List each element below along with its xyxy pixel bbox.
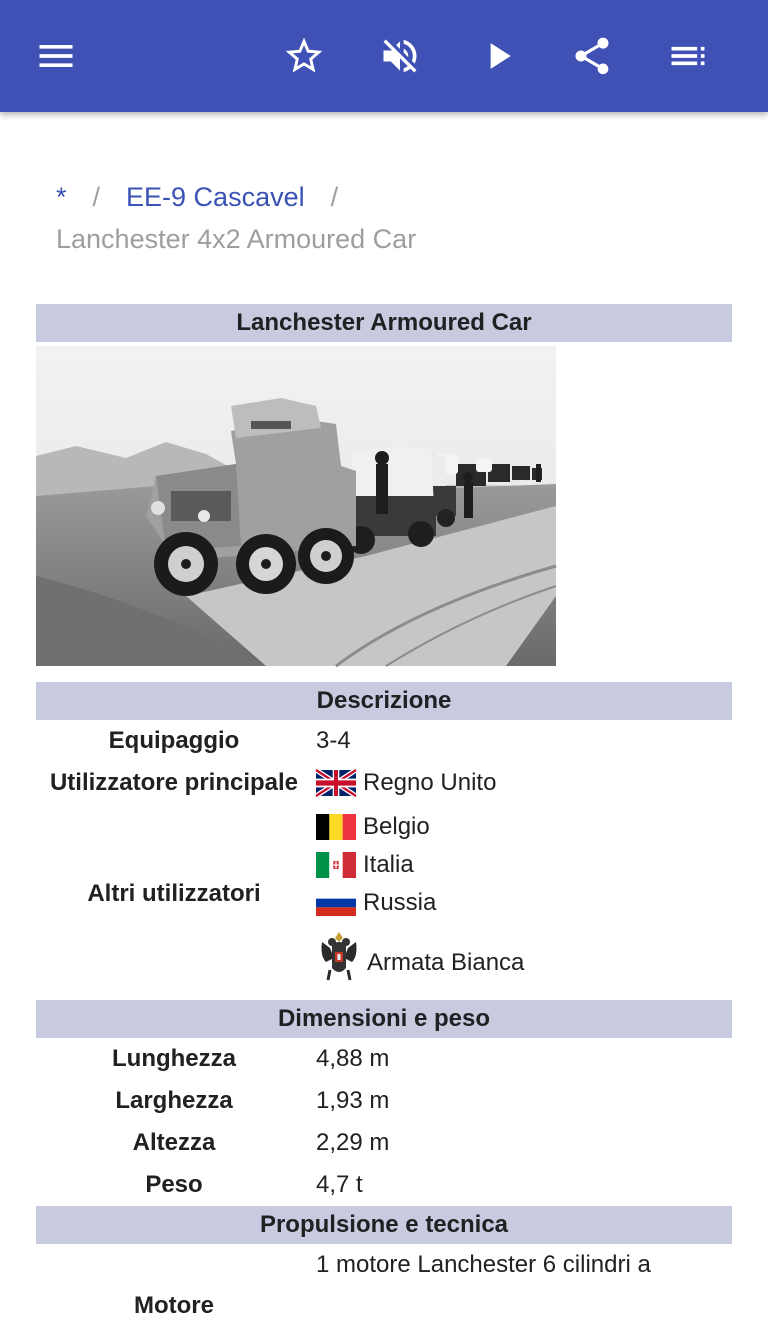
other-users-label: Altri utilizzatori bbox=[87, 880, 261, 907]
breadcrumb-parent-link[interactable]: EE-9 Cascavel bbox=[126, 182, 305, 212]
list-item bbox=[316, 846, 732, 884]
breadcrumb-separator: / bbox=[92, 182, 101, 212]
weight-row bbox=[36, 1164, 732, 1206]
height-row bbox=[36, 1122, 732, 1164]
section-header-dimensions: Dimensioni e peso bbox=[36, 1000, 732, 1038]
crew-row bbox=[36, 720, 732, 762]
russia-flag-icon[interactable] bbox=[316, 890, 356, 916]
breadcrumb-separator: / bbox=[330, 182, 339, 212]
section-header-propulsion: Propulsione e tecnica bbox=[36, 1206, 732, 1244]
share-icon[interactable] bbox=[564, 28, 620, 84]
other-users-list bbox=[312, 804, 732, 984]
width-row bbox=[36, 1080, 732, 1122]
belgium-flag-icon[interactable] bbox=[316, 814, 356, 840]
width-label: Larghezza bbox=[115, 1087, 233, 1114]
crew-value: 3-4 bbox=[316, 727, 351, 754]
engine-label: Motore bbox=[134, 1292, 214, 1319]
height-value: 2,29 m bbox=[316, 1129, 390, 1156]
list-item bbox=[316, 884, 732, 922]
other-user-link[interactable]: Russia bbox=[363, 889, 437, 916]
length-value: 4,88 m bbox=[316, 1045, 390, 1072]
convoy-photo[interactable] bbox=[36, 346, 556, 666]
infobox bbox=[36, 304, 732, 1319]
main-user-label: Utilizzatore principale bbox=[49, 769, 299, 796]
play-icon[interactable] bbox=[470, 28, 526, 84]
table-of-contents-icon[interactable] bbox=[660, 28, 716, 84]
main-user-value bbox=[312, 762, 732, 804]
height-label: Altezza bbox=[132, 1129, 216, 1156]
other-user-link[interactable]: Belgio bbox=[363, 813, 430, 840]
crew-label: Equipaggio bbox=[108, 727, 240, 754]
italy-flag-icon[interactable] bbox=[316, 852, 356, 878]
breadcrumb bbox=[56, 176, 736, 260]
page-title: Lanchester 4x2 Armoured Car bbox=[56, 224, 417, 254]
weight-value: 4,7 t bbox=[316, 1171, 363, 1198]
star-outline-icon[interactable] bbox=[276, 28, 332, 84]
main-user-link[interactable]: Regno Unito bbox=[363, 769, 497, 796]
engine-row bbox=[36, 1244, 732, 1319]
other-user-link[interactable]: Italia bbox=[363, 851, 414, 878]
other-users-row bbox=[36, 804, 732, 984]
section-header-description: Descrizione bbox=[36, 682, 732, 720]
imperial-eagle-icon[interactable] bbox=[316, 928, 362, 982]
length-label: Lunghezza bbox=[112, 1045, 236, 1072]
hamburger-menu-icon[interactable] bbox=[28, 28, 84, 84]
length-row bbox=[36, 1038, 732, 1080]
infobox-title: Lanchester Armoured Car bbox=[36, 304, 732, 342]
main-user-row bbox=[36, 762, 732, 804]
weight-label: Peso bbox=[145, 1171, 203, 1198]
app-toolbar bbox=[0, 0, 768, 112]
other-user-link[interactable]: Armata Bianca bbox=[367, 949, 525, 976]
width-value: 1,93 m bbox=[316, 1087, 390, 1114]
list-item bbox=[316, 922, 732, 982]
volume-off-icon[interactable] bbox=[372, 28, 428, 84]
engine-value: 1 motore Lanchester 6 cilindri a bbox=[316, 1251, 651, 1278]
list-item bbox=[316, 808, 732, 846]
breadcrumb-root-link[interactable]: * bbox=[56, 182, 67, 212]
uk-flag-icon[interactable] bbox=[316, 770, 356, 796]
